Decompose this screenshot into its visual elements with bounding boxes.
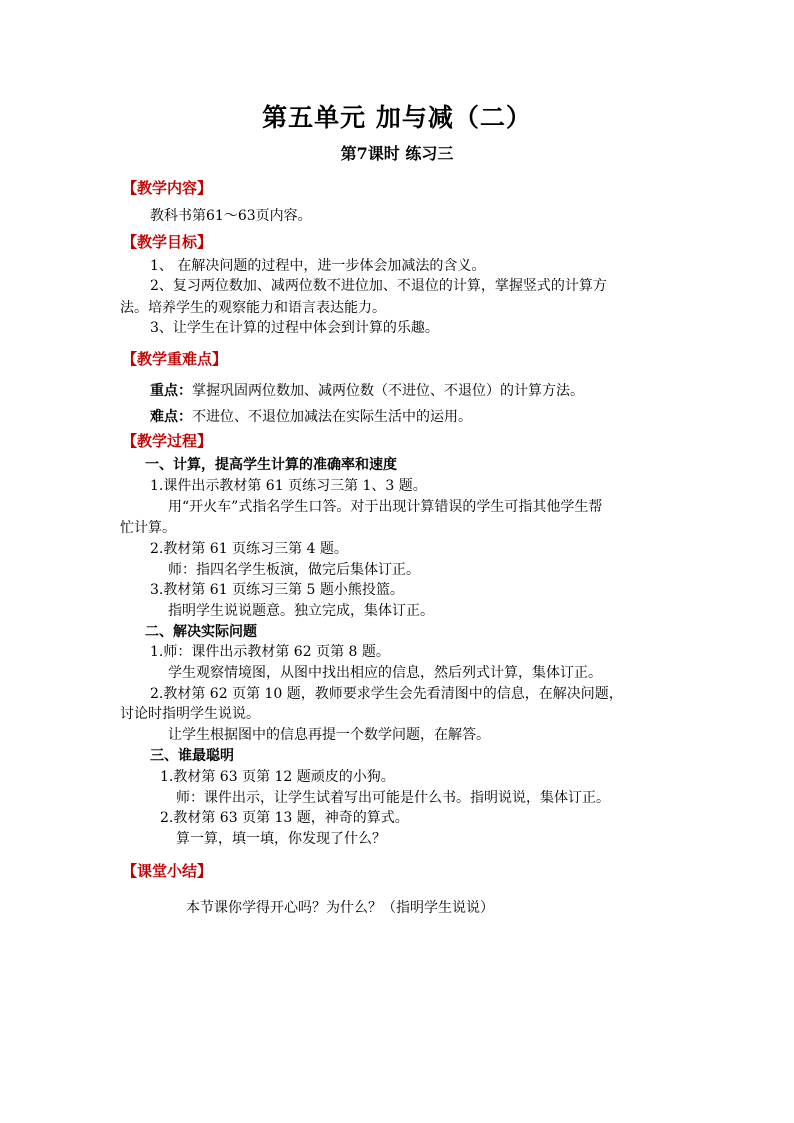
- process-item-1-1-detail-line-1: 用“开火车”式指名学生口答。对于出现计算错误的学生可指其他学生帮: [168, 499, 603, 515]
- heading-teaching-process: 【教学过程】: [122, 432, 213, 450]
- process-item-1-2-detail: 师：指四名学生板演，做完后集体订正。: [168, 562, 420, 578]
- process-item-2-2-detail: 让学生根据图中的信息再提一个数学问题，在解答。: [168, 727, 490, 743]
- process-item-2-2-line-2: 讨论时指明学生说说。: [120, 706, 260, 722]
- process-item-1-3-detail: 指明学生说说题意。独立完成，集体订正。: [168, 603, 434, 619]
- difficult-point-text: 不进位、不退位加减法在实际生活中的运用。: [192, 409, 472, 425]
- process-item-2-1-detail: 学生观察情境图，从图中找出相应的信息，然后列式计算，集体订正。: [168, 665, 602, 681]
- process-item-3-1-detail: 师：课件出示，让学生试着写出可能是什么书。指明说说，集体订正。: [176, 790, 610, 806]
- goal-item-3: 3、让学生在计算的过程中体会到计算的乐趣。: [150, 320, 439, 336]
- process-item-1-3: 3.教材第 61 页练习三第 5 题小熊投篮。: [150, 582, 404, 598]
- goal-item-2-line-2: 法。培养学生的观察能力和语言表达能力。: [120, 300, 386, 316]
- process-part-1-title: 一、计算，提高学生计算的准确率和速度: [145, 457, 397, 473]
- difficult-point-label: 难点：: [150, 409, 192, 425]
- process-item-3-2-detail: 算一算，填一填，你发现了什么？: [176, 831, 386, 847]
- key-point-line: [150, 381, 584, 401]
- heading-key-points: 【教学重难点】: [122, 350, 228, 368]
- goal-item-1: 1、 在解决问题的过程中，进一步体会加减法的含义。: [150, 258, 486, 274]
- key-point-text: 掌握巩固两位数加、减两位数（不进位、不退位）的计算方法。: [192, 383, 584, 399]
- process-item-3-2: 2.教材第 63 页第 13 题，神奇的算式。: [160, 810, 409, 826]
- process-item-2-2-line-1: 2.教材第 62 页第 10 题，教师要求学生会先看清图中的信息，在解决问题，: [150, 686, 623, 702]
- heading-teaching-content: 【教学内容】: [122, 179, 213, 197]
- heading-teaching-goals: 【教学目标】: [122, 233, 213, 251]
- process-item-1-2: 2.教材第 61 页练习三第 4 题。: [150, 541, 348, 557]
- lesson-subtitle: 第7课时 练习三: [340, 144, 454, 163]
- process-item-1-1-detail-line-2: 忙计算。: [120, 520, 176, 536]
- page-title: 第五单元 加与减（二）: [262, 103, 532, 132]
- summary-text: 本节课你学得开心吗？为什么？（指明学生说说）: [186, 900, 494, 916]
- content-text: 教科书第61～63页内容。: [150, 208, 312, 224]
- goal-item-2-line-1: 2、复习两位数加、减两位数不进位加、不退位的计算，掌握竖式的计算方: [150, 278, 607, 294]
- difficult-point-line: [150, 407, 472, 427]
- key-point-label: 重点：: [150, 383, 192, 399]
- heading-class-summary: 【课堂小结】: [122, 862, 213, 880]
- process-item-2-1: 1.师：课件出示教材第 62 页第 8 题。: [150, 644, 390, 660]
- process-part-2-title: 二、解决实际问题: [145, 624, 257, 640]
- process-item-3-1: 1.教材第 63 页第 12 题顽皮的小狗。: [160, 769, 395, 785]
- process-part-3-title: 三、谁最聪明: [150, 748, 234, 764]
- process-item-1-1: 1.课件出示教材第 61 页练习三第 1、3 题。: [150, 478, 427, 494]
